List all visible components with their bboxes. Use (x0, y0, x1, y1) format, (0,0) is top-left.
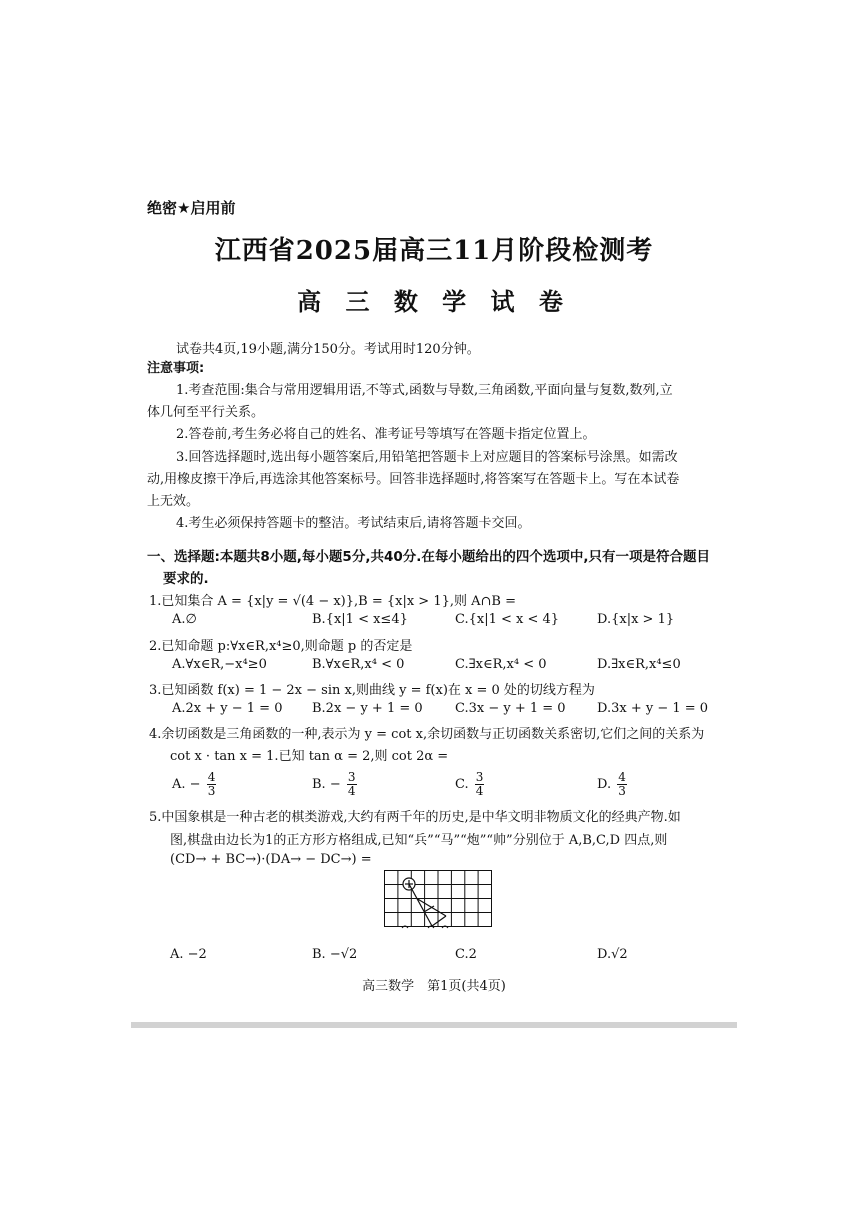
question-4-option-b (312, 771, 357, 798)
question-4-option-d (597, 771, 627, 798)
question-1-option-c: C.{x|1 < x < 4} (455, 612, 560, 627)
fraction-denominator: 4 (475, 784, 484, 798)
question-3-option-a: A.2x + y − 1 = 0 (172, 701, 283, 716)
question-1-stem: 1.已知集合 A = {x|y = √(4 − x)},B = {x|x > 1},则 A∩B = (149, 594, 517, 609)
note-line: 4.考生必须保持答题卡的整洁。考试结束后,请将答题卡交回。 (176, 516, 531, 531)
confidential-label: 绝密★启用前 (147, 199, 236, 217)
question-5-option-c: C.2 (455, 947, 477, 962)
exam-intro: 试卷共4页,19小题,满分150分。考试用时120分钟。 (176, 342, 480, 357)
question-5-stem: 5.中国象棋是一种古老的棋类游戏,大约有两千年的历史,是中华文明非物质文化的经典产物.如 (149, 810, 681, 825)
note-line: 上无效。 (147, 494, 200, 509)
question-1-option-a: A.∅ (172, 612, 197, 627)
question-4-option-a (172, 771, 216, 798)
fraction-numerator: 4 (207, 770, 216, 784)
question-5-expression: (CD→ + BC→)·(DA→ − DC→) = (170, 852, 372, 867)
note-line: 1.考查范围:集合与常用逻辑用语,不等式,函数与导数,三角函数,平面向量与复数,数列,立 (176, 383, 673, 398)
question-2-option-a: A.∀x∈R,−x⁴≥0 (172, 657, 267, 672)
question-1-option-b: B.{x|1 < x≤4} (312, 612, 408, 627)
question-5-option-b: B. −√2 (312, 947, 358, 962)
fraction (207, 771, 217, 798)
question-5-option-a: A. −2 (170, 947, 207, 962)
page-divider (131, 1022, 737, 1028)
section-heading: 一、选择题:本题共8小题,每小题5分,共40分.在每小题给出的四个选项中,只有一项是符合题目 (147, 549, 710, 565)
question-3-option-d: D.3x + y − 1 = 0 (597, 701, 709, 716)
question-2-option-b: B.∀x∈R,x⁴ < 0 (312, 657, 405, 672)
question-5-option-d: D.√2 (597, 947, 628, 962)
question-2-option-c: C.∃x∈R,x⁴ < 0 (455, 657, 547, 672)
option-prefix: C. (455, 777, 469, 792)
fraction (475, 771, 485, 798)
option-prefix: D. (597, 777, 612, 792)
fraction-numerator: 3 (475, 770, 484, 784)
page-footer: 高三数学 第1页(共4页) (362, 979, 506, 994)
option-prefix: A. − (172, 777, 201, 792)
fraction-denominator: 4 (347, 784, 356, 798)
fraction-numerator: 4 (618, 770, 626, 784)
notes-heading: 注意事项: (147, 361, 205, 376)
question-3-option-c: C.3x − y + 1 = 0 (455, 701, 566, 716)
fraction-numerator: 3 (347, 770, 356, 784)
note-line: 3.回答选择题时,选出每小题答案后,用铅笔把答题卡上对应题目的答案标号涂黑。如需改 (176, 450, 678, 465)
chessboard-figure (384, 870, 492, 932)
question-5-stem-cont: 图,棋盘由边长为1的正方形方格组成,已知“兵”“马”“炮”“帅”分别位于 A,B,C,D 四点,则 (170, 833, 668, 848)
question-2-option-d: D.∃x∈R,x⁴≤0 (597, 657, 681, 672)
fraction (347, 771, 357, 798)
note-line: 动,用橡皮擦干净后,再选涂其他答案标号。回答非选择题时,将答案写在答题卡上。写在本试卷 (147, 472, 680, 487)
fraction-denominator: 3 (618, 784, 626, 798)
note-line: 体几何至平行关系。 (147, 405, 265, 420)
fraction (617, 771, 627, 798)
section-heading-cont: 要求的. (163, 571, 209, 587)
question-4-option-c (455, 771, 484, 798)
exam-title: 江西省2025届高三11月阶段检测考 (214, 236, 654, 266)
question-1-option-d: D.{x|x > 1} (597, 612, 675, 627)
question-4-stem: 4.余切函数是三角函数的一种,表示为 y = cot x,余切函数与正切函数关系密切,它们之间的关系为 (149, 727, 705, 742)
exam-subtitle: 高 三 数 学 试 卷 (297, 288, 571, 316)
note-line: 2.答卷前,考生务必将自己的姓名、准考证号等填写在答题卡指定位置上。 (176, 427, 596, 442)
fraction-denominator: 3 (207, 784, 216, 798)
question-3-option-b: B.2x − y + 1 = 0 (312, 701, 423, 716)
option-prefix: B. − (312, 777, 341, 792)
question-3-stem: 3.已知函数 f(x) = 1 − 2x − sin x,则曲线 y = f(x)在 x = 0 处的切线方程为 (149, 683, 595, 698)
question-4-stem-cont: cot x · tan x = 1.已知 tan α = 2,则 cot 2α = (170, 749, 449, 764)
question-2-stem: 2.已知命题 p:∀x∈R,x⁴≥0,则命题 p 的否定是 (149, 639, 413, 654)
